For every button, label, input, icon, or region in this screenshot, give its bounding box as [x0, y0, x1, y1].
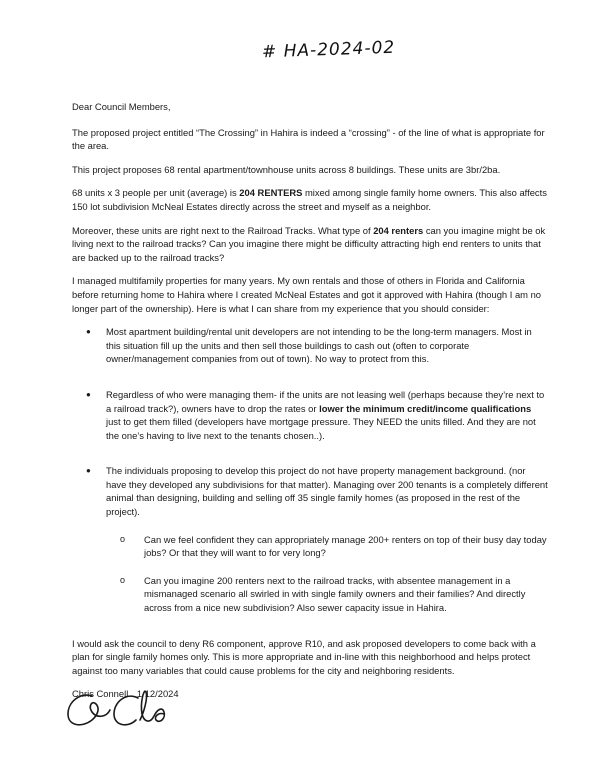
paragraph-experience: I managed multifamily properties for many years. My own rentals and those of others in Florida and California before returning home to Hahira where I created McNeal Estates and got it approved with Hahira (though I am no longer part of the ownership). Here is what I can share from my experience that you should consider:: [72, 275, 542, 314]
bullet-leasing: [72, 388, 548, 442]
letter-body: [72, 100, 548, 701]
bullet-management-text: The individuals proposing to develop this project do not have property management background. (nor have they developed any subdivisions for that matter). Managing over 200 tenants is a completely different animal than designing, building and selling off 35 single family homes (as proposed in the rest of the project).: [106, 465, 548, 518]
bullet-leasing-text-a: Regardless of who were managing them- if the units are not leasing well (perhaps because they’re next to a railroad track?), owners have to drop the rates or: [106, 388, 545, 414]
paragraph-railroad-text-a: Moreover, these units are right next to the Railroad Tracks. What type of: [72, 224, 374, 236]
bullet-leasing-text-b: just to get them filled (developers have mortgage pressure. They NEED the units filled. And they are not the one’s having to live next to the tenants chosen..).: [106, 416, 536, 441]
handwritten-signature: [62, 684, 182, 734]
paragraph-railroad-text-b: can you imagine might be ok living next to the railroad tracks? Can you imagine there might be difficulty attracting high end renters to units that are backed up to the railroad tracks?: [72, 224, 546, 263]
paragraph-closing: I would ask the council to deny R6 component, approve R10, and ask proposed developers to come back with a plan for single family homes only. This is more appropriate and in-line with this neighborhood and helps protect against too many variables that could cause problems for the city and neighboring residents.: [72, 637, 536, 676]
signature-date: 1/12/2024: [136, 688, 179, 700]
paragraph-renters-text-a: 68 units x 3 people per unit (average) is: [72, 187, 240, 199]
signer-name: Chris Connell: [72, 688, 129, 700]
paragraph-railroad: [72, 224, 548, 265]
paragraph-intro: The proposed project entitled “The Crossing” in Hahira is indeed a “crossing” - of the line of what is appropriate for the area.: [72, 126, 545, 152]
considerations-list: [72, 325, 548, 615]
paragraph-renters-text-b: mixed among single family home owners. This also affects 150 lot subdivision McNeal Estates directly across the street and myself as a neighbor.: [72, 187, 547, 212]
bullet-developers: [72, 325, 548, 366]
renters-bold: 204 renters: [373, 224, 424, 236]
sub-bullet-railroad: o Can you imagine 200 renters next to the railroad tracks, with absentee management in a mismanaged scenario all swirled in with single family owners and their families? And directly across from a nice new subdivision? Also sewer capacity issue in Hahira.: [106, 574, 548, 615]
paragraph-units: This project proposes 68 rental apartment/townhouse units across 8 buildings. These units are 3br/2ba.: [72, 163, 501, 175]
case-number-handwritten: # HA-2024-02: [261, 37, 396, 63]
bullet-leasing-bold: lower the minimum credit/income qualifications: [319, 402, 532, 414]
bullet-developers-text: Most apartment building/rental unit developers are not intending to be the long-term managers. Most in this situation fill up the units and then sell those buildings to cash out (often to corporate owner/management companies from out of town). No way to protect from this.: [106, 326, 532, 365]
greeting: Dear Council Members,: [72, 101, 171, 112]
bullet-management-background: [72, 464, 548, 614]
paragraph-renters: [72, 186, 548, 213]
renters-count-bold: 204 RENTERS: [239, 187, 303, 199]
sub-bullet-confidence: o Can we feel confident they can appropriately manage 200+ renters on top of their busy day today jobs? Or that they will want to for very long?: [106, 533, 548, 560]
sub-list: [106, 533, 548, 615]
